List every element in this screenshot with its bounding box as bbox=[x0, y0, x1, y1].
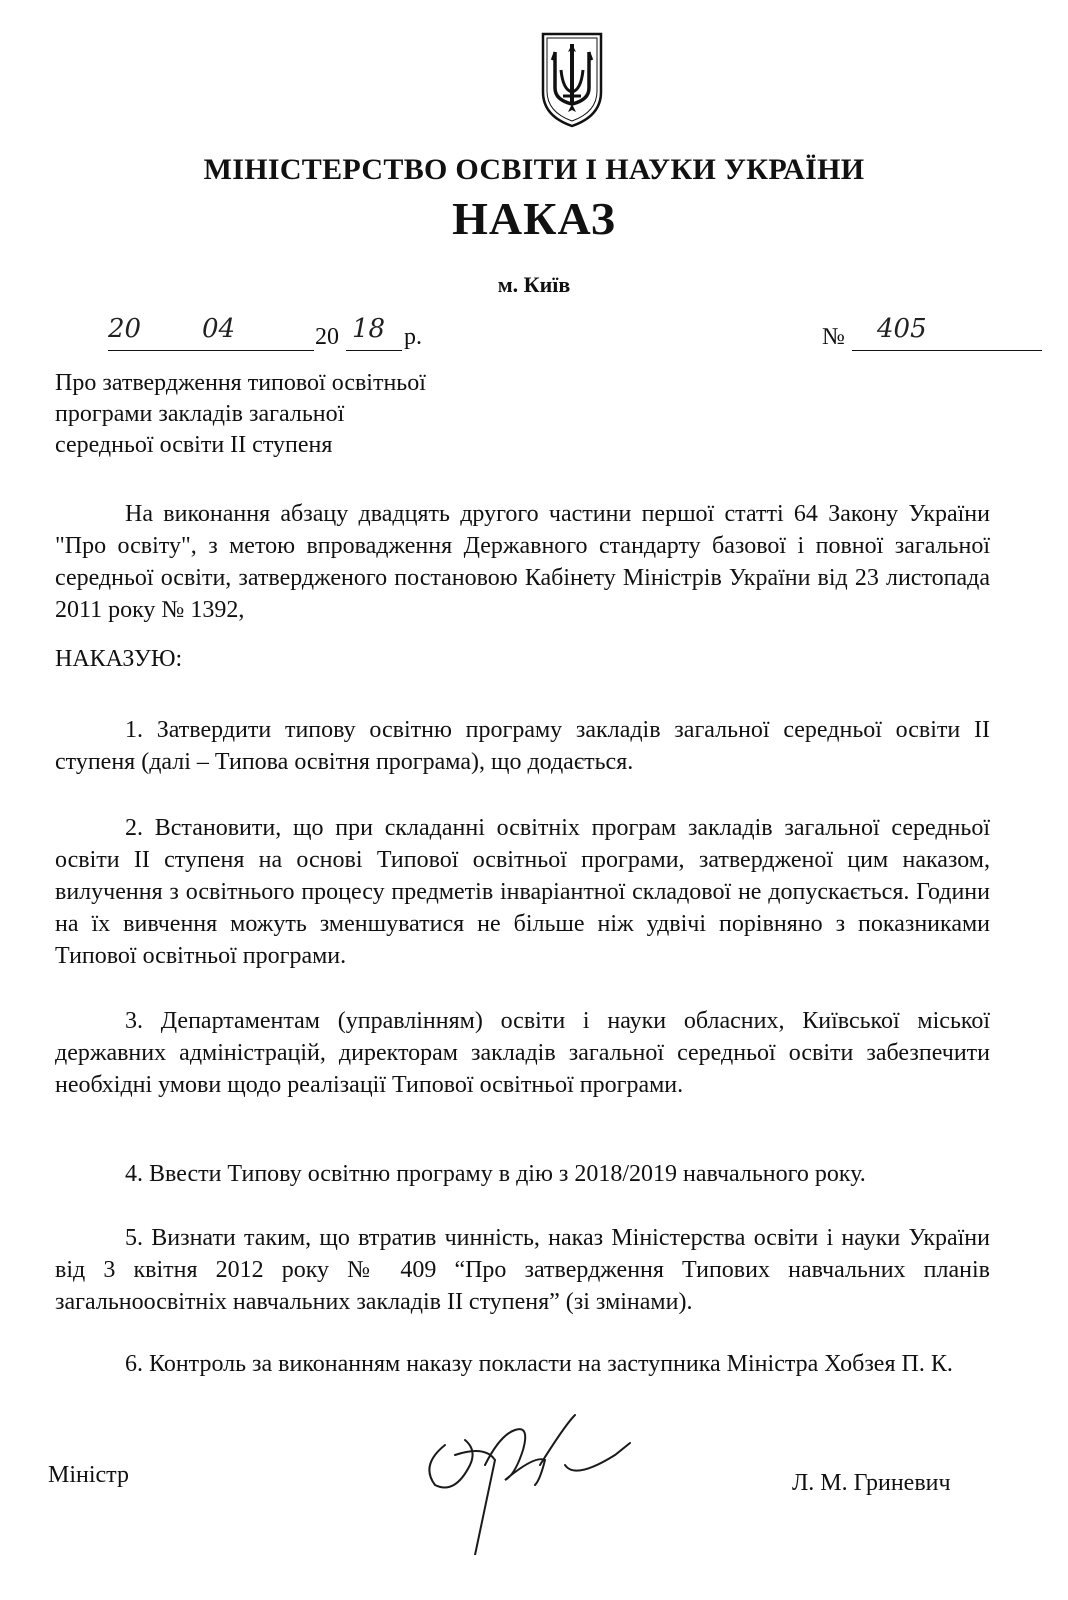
order-item-5: 5. Визнати таким, що втратив чинність, наказ Міністерства освіти і науки України від 3 квітня 2012 року № 409 “Про затвердження Типових навчальних планів загальноосвітніх навчальних закладів II ступеня” (зі змінами). bbox=[55, 1225, 990, 1315]
date-day: 20 bbox=[108, 314, 142, 344]
city-line: м. Київ bbox=[497, 272, 571, 297]
document-type-title: НАКАЗ bbox=[452, 193, 616, 244]
ministry-title: МІНІСТЕРСТВО ОСВІТИ І НАУКИ УКРАЇНИ bbox=[203, 153, 865, 186]
order-item-4: 4. Ввести Типову освітню програму в дію з 2018/2019 навчального року. bbox=[125, 1161, 866, 1187]
number-sign: № bbox=[822, 324, 845, 350]
number-value: 405 bbox=[877, 314, 927, 344]
date-month: 04 bbox=[202, 314, 236, 344]
subject-line: програми закладів загальної bbox=[55, 401, 345, 427]
handwritten-signature-icon bbox=[415, 1405, 635, 1555]
subject-line: Про затвердження типової освітньої bbox=[55, 370, 426, 396]
order-item-2: 2. Встановити, що при складанні освітніх програм закладів загальної середньої освіти II ступеня на основі Типової освітньої програми, затвердженої цим наказом, вилучення з освітнього процесу предметів інваріантної складової не допускається. Години на їх вивчення можуть зменшуватися не більше ніж удвічі порівняно з показниками Типової освітньої програми. bbox=[55, 815, 990, 969]
order-subject bbox=[55, 368, 515, 461]
date-year-suffix: 18 bbox=[352, 314, 386, 344]
date-suffix: р. bbox=[404, 324, 422, 350]
coat-of-arms-icon bbox=[537, 30, 607, 130]
preamble-paragraph: На виконання абзацу двадцять другого частини першої статті 64 Закону України "Про освіту", з метою впровадження Державного стандарту базової і повної загальної середньої освіти, затвердженого постановою Кабінету Міністрів України від 23 листопада 2011 року № 1392, bbox=[55, 501, 990, 623]
date-line bbox=[108, 314, 438, 356]
order-number bbox=[822, 314, 1042, 356]
subject-line: середньої освіти II ступеня bbox=[55, 432, 333, 458]
date-year-prefix: 20 bbox=[315, 324, 339, 350]
signatory-role: Міністр bbox=[48, 1462, 129, 1488]
order-word: НАКАЗУЮ: bbox=[55, 646, 183, 672]
order-item-3: 3. Департаментам (управлінням) освіти і науки обласних, Київської міської державних адміністрацій, директорам закладів загальної середньої освіти забезпечити необхідні умови щодо реалізації Типової освітньої програми. bbox=[55, 1008, 990, 1098]
signatory-name: Л. М. Гриневич bbox=[792, 1470, 951, 1496]
order-item-6: 6. Контроль за виконанням наказу покласти на заступника Міністра Хобзея П. К. bbox=[125, 1351, 953, 1377]
order-item-1: 1. Затвердити типову освітню програму закладів загальної середньої освіти II ступеня (далі – Типова освітня програма), що додається. bbox=[55, 717, 990, 775]
